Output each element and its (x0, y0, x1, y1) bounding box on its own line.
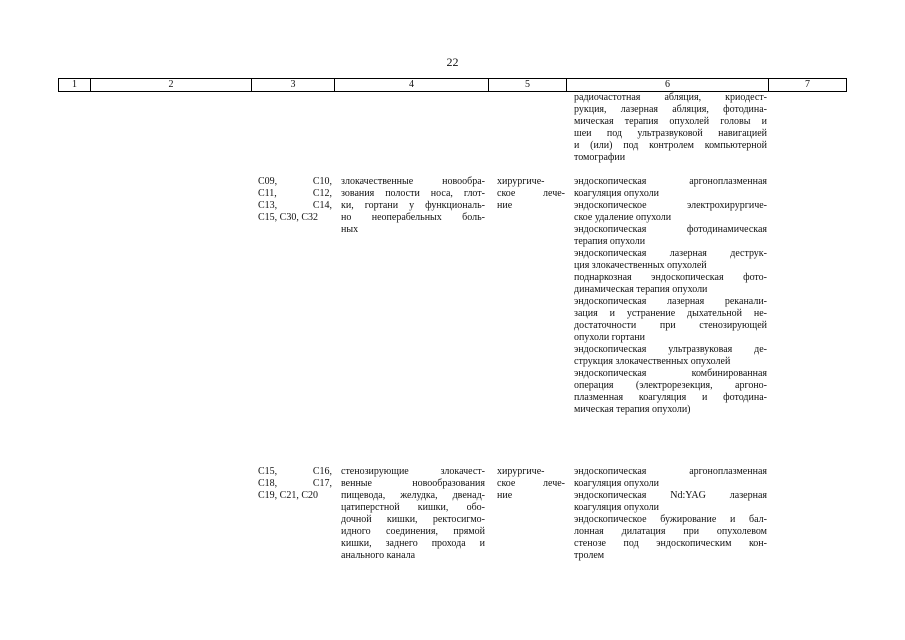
text-line: ных (341, 224, 359, 235)
icd-code: C10, (312, 176, 332, 187)
header-col-2: 2 (90, 79, 251, 91)
header-col-7: 7 (768, 79, 847, 91)
text-line: ция злокачественных опухолей (574, 260, 707, 271)
text-line: ки, гортани у функциональ- (341, 200, 485, 211)
text-line: эндоскопическая комбинированная (574, 368, 767, 379)
text-line: коагуляция опухоли (574, 502, 660, 513)
diagnosis-block-1 (341, 176, 485, 236)
text-line: лонная дилатация при опухолевом (574, 526, 767, 537)
methods-block-2 (574, 466, 767, 562)
text-line: эндоскопическая ультразвуковая де- (574, 344, 767, 355)
text-line: опухоли гортани (574, 332, 646, 343)
text-line: зация и устранение дыхательной не- (574, 308, 767, 319)
text-line: плазменная коагуляция и фотодина- (574, 392, 767, 403)
text-line: мическая терапия опухоли) (574, 404, 691, 415)
text-line: эндоскопическая аргоноплазменная (574, 466, 767, 477)
text-line: поднаркозная эндоскопическая фото- (574, 272, 767, 283)
icd-codes-block-1 (258, 176, 332, 224)
treatment-type-block-1 (497, 176, 565, 212)
table-header-row (58, 78, 847, 92)
icd-code: C18, (258, 478, 278, 489)
text-line: терапия опухоли (574, 236, 646, 247)
icd-code: C17, (312, 478, 332, 489)
text-line: эндоскопическая Nd:YAG лазерная (574, 490, 767, 501)
text-line: эндоскопическая лазерная деструк- (574, 248, 767, 259)
text-line: радиочастотная абляция, криодест- (574, 92, 767, 103)
text-line: венные новообразования (341, 478, 485, 489)
text-line: пищевода, желудка, двенад- (341, 490, 485, 501)
icd-code: C16, (312, 466, 332, 477)
header-col-1: 1 (58, 79, 90, 91)
text-line: цатиперстной кишки, обо- (341, 502, 485, 513)
text-line: ское лече- (497, 188, 565, 199)
diagnosis-block-2 (341, 466, 485, 562)
header-col-6: 6 (566, 79, 768, 91)
text-line: и (или) под контролем компьютерной (574, 140, 767, 151)
text-line: тролем (574, 550, 605, 561)
text-line: стенозе под эндоскопическим кон- (574, 538, 767, 549)
text-line: коагуляция опухоли (574, 188, 660, 199)
text-line: операция (электрорезекция, аргоно- (574, 380, 767, 391)
text-line: коагуляция опухоли (574, 478, 660, 489)
text-line: анального канала (341, 550, 416, 561)
text-line: ское лече- (497, 478, 565, 489)
text-line: эндоскопическая фотодинамическая (574, 224, 767, 235)
text-line: эндоскопическое электрохирургиче- (574, 200, 767, 211)
text-line: кишки, заднего прохода и (341, 538, 485, 549)
icd-code: C13, (258, 200, 278, 211)
methods-block-1 (574, 176, 767, 416)
text-line: мическая терапия опухолей головы и (574, 116, 767, 127)
text-line: эндоскопическое бужирование и бал- (574, 514, 767, 525)
text-line: эндоскопическая лазерная реканали- (574, 296, 767, 307)
text-line: рукция, лазерная абляция, фотодина- (574, 104, 767, 115)
text-line: стенозирующие злокачест- (341, 466, 485, 477)
text-line: динамическая терапия опухоли (574, 284, 708, 295)
icd-code: C11, (258, 188, 277, 199)
text-line: хирургиче- (497, 466, 545, 477)
icd-code: C09, (258, 176, 278, 187)
methods-continuation (574, 92, 767, 164)
text-line: струкция злокачественных опухолей (574, 356, 731, 367)
text-line: дочной кишки, ректосигмо- (341, 514, 485, 525)
text-line: ние (497, 490, 513, 501)
text-line: эндоскопическая аргоноплазменная (574, 176, 767, 187)
text-line: достаточности при стенозирующей (574, 320, 767, 331)
text-line: злокачественные новообра- (341, 176, 485, 187)
icd-codes-block-2 (258, 466, 332, 502)
text-line: хирургиче- (497, 176, 545, 187)
icd-code: C14, (312, 200, 332, 211)
icd-code: C15, C30, C32 (258, 212, 319, 223)
text-line: томографии (574, 152, 626, 163)
page-number: 22 (446, 55, 459, 69)
icd-code: C19, C21, C20 (258, 490, 319, 501)
text-line: идного соединения, прямой (341, 526, 485, 537)
text-line: ние (497, 200, 513, 211)
header-col-5: 5 (488, 79, 566, 91)
text-line: зования полости носа, глот- (341, 188, 485, 199)
text-line: шеи под ультразвуковой навигацией (574, 128, 767, 139)
text-line: но неоперабельных боль- (341, 212, 485, 223)
header-col-3: 3 (251, 79, 334, 91)
treatment-type-block-2 (497, 466, 565, 502)
icd-code: C15, (258, 466, 278, 477)
text-line: ское удаление опухоли (574, 212, 672, 223)
header-col-4: 4 (334, 79, 488, 91)
icd-code: C12, (312, 188, 332, 199)
